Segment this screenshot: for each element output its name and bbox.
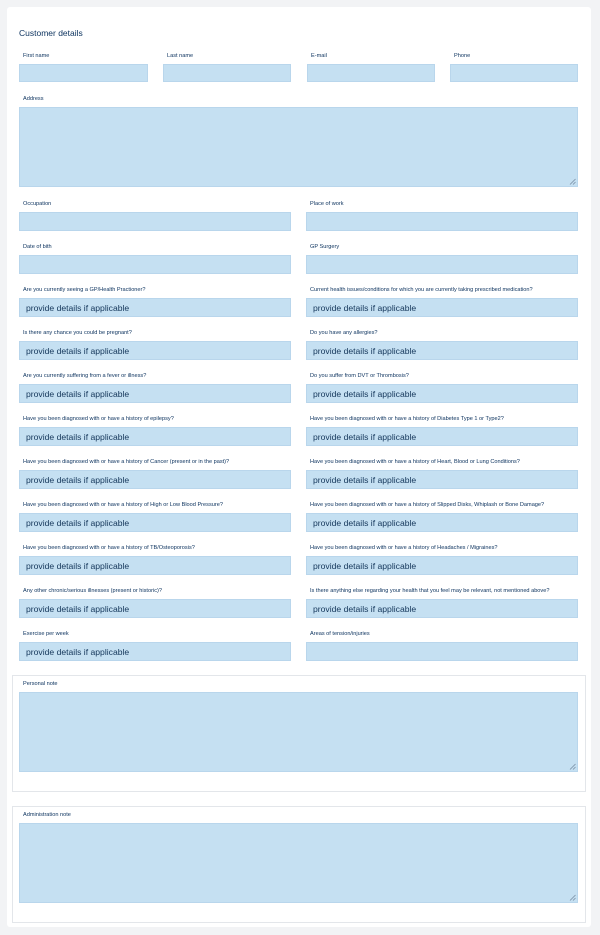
question-input[interactable]	[306, 427, 578, 446]
section-title: Customer details	[19, 28, 83, 38]
address-textarea[interactable]	[19, 107, 578, 187]
input-placeholder: provide details if applicable	[313, 474, 417, 485]
question-label: Have you been diagnosed with or have a history of High or Low Blood Pressure?	[23, 502, 223, 508]
last-name-field[interactable]	[163, 64, 291, 82]
administration-note-label: Administration note	[23, 812, 71, 818]
question-input[interactable]	[306, 470, 578, 489]
last-name-label: Last name	[167, 53, 194, 59]
question-input[interactable]	[306, 513, 578, 532]
input-placeholder: provide details if applicable	[26, 345, 130, 356]
question-label: Do you suffer from DVT or Thrombosis?	[310, 373, 409, 379]
input-placeholder: provide details if applicable	[313, 603, 417, 614]
question-label: Have you been diagnosed with or have a history of Heart, Blood or Lung Conditions?	[310, 459, 520, 465]
input-placeholder: provide details if applicable	[26, 646, 130, 657]
question-label: Date of bith	[23, 244, 52, 250]
input-placeholder: provide details if applicable	[26, 431, 130, 442]
question-input[interactable]	[19, 599, 291, 618]
input-placeholder: provide details if applicable	[313, 431, 417, 442]
question-label: Have you been diagnosed with or have a history of Headaches / Migraines?	[310, 545, 498, 551]
question-input[interactable]	[306, 556, 578, 575]
personal-note-label: Personal note	[23, 681, 58, 687]
question-input[interactable]	[19, 384, 291, 403]
personal-note-textarea[interactable]	[19, 692, 578, 772]
question-input[interactable]	[306, 212, 578, 231]
input-placeholder: provide details if applicable	[26, 302, 130, 313]
question-input[interactable]	[19, 513, 291, 532]
address-label: Address	[23, 96, 44, 102]
input-placeholder: provide details if applicable	[26, 517, 130, 528]
question-label: Any other chronic/serious illnesses (present or historic)?	[23, 588, 162, 594]
question-input[interactable]	[19, 642, 291, 661]
input-placeholder: provide details if applicable	[313, 560, 417, 571]
question-label: Areas of tension/injuries	[310, 631, 370, 637]
email-field[interactable]	[307, 64, 435, 82]
phone-field[interactable]	[450, 64, 578, 82]
input-placeholder: provide details if applicable	[313, 345, 417, 356]
question-input[interactable]	[19, 341, 291, 360]
question-input[interactable]	[306, 599, 578, 618]
resize-handle-icon[interactable]	[569, 763, 576, 770]
question-label: Place of work	[310, 201, 344, 207]
question-label: Current health issues/conditions for which you are currently taking prescribed medication?	[310, 287, 533, 293]
question-label: Exercise per week	[23, 631, 69, 637]
resize-handle-icon[interactable]	[569, 178, 576, 185]
question-label: Have you been diagnosed with or have a history of epilepsy?	[23, 416, 174, 422]
input-placeholder: provide details if applicable	[26, 603, 130, 614]
question-input[interactable]	[306, 341, 578, 360]
question-input[interactable]	[306, 642, 578, 661]
question-input[interactable]	[19, 255, 291, 274]
question-input[interactable]	[19, 556, 291, 575]
question-input[interactable]	[19, 298, 291, 317]
input-placeholder: provide details if applicable	[26, 474, 130, 485]
question-label: Have you been diagnosed with or have a history of Cancer (present or in the past)?	[23, 459, 230, 465]
question-input[interactable]	[306, 298, 578, 317]
input-placeholder: provide details if applicable	[26, 560, 130, 571]
question-label: Have you been diagnosed with or have a history of Slipped Disks, Whiplash or Bone Damage?	[310, 502, 545, 508]
question-label: Have you been diagnosed with or have a history of Diabetes Type 1 or Type2?	[310, 416, 504, 422]
question-input[interactable]	[19, 427, 291, 446]
question-label: Are you currently suffering from a fever or illness?	[23, 373, 147, 379]
resize-handle-icon[interactable]	[569, 894, 576, 901]
question-label: Is there any chance you could be pregnant?	[23, 330, 132, 336]
first-name-label: First name	[23, 53, 50, 59]
question-label: Have you been diagnosed with or have a history of TB/Osteoporosis?	[23, 545, 195, 551]
question-input[interactable]	[19, 470, 291, 489]
question-label: Do you have any allergies?	[310, 330, 378, 336]
question-label: Is there anything else regarding your health that you feel may be relevant, not mentioned above?	[310, 588, 550, 594]
input-placeholder: provide details if applicable	[26, 388, 130, 399]
question-label: Are you currently seeing a GP/Health Practioner?	[23, 287, 146, 293]
input-placeholder: provide details if applicable	[313, 388, 417, 399]
question-label: GP Surgery	[310, 244, 340, 250]
input-placeholder: provide details if applicable	[313, 517, 417, 528]
input-placeholder: provide details if applicable	[313, 302, 417, 313]
question-input[interactable]	[19, 212, 291, 231]
phone-label: Phone	[454, 53, 471, 59]
question-label: Occupation	[23, 201, 52, 207]
question-input[interactable]	[306, 255, 578, 274]
email-label: E-mail	[311, 53, 327, 59]
first-name-field[interactable]	[19, 64, 148, 82]
question-input[interactable]	[306, 384, 578, 403]
administration-note-textarea[interactable]	[19, 823, 578, 903]
